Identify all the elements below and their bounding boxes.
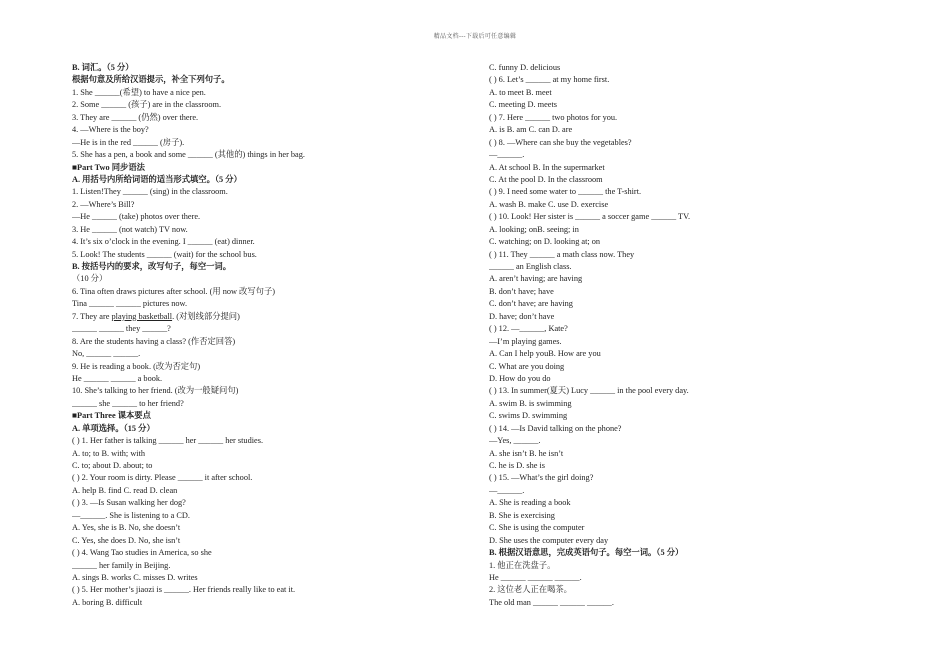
text-line: ______ ______ they ______? (72, 324, 171, 334)
text-line: A. help B. find C. read D. clean (72, 485, 178, 495)
text-line: C. to; about D. about; to (72, 461, 153, 470)
text-line: C. funny D. delicious (489, 63, 561, 72)
text-line: ______ her family in Beijing. (72, 560, 171, 570)
right-column (489, 62, 789, 609)
text-line: ( ) 4. Wang Tao studies in America, so she (72, 548, 212, 558)
text-line: A. she isn’t B. he isn’t (489, 448, 564, 458)
text-line: He ______ ______ a book. (72, 373, 163, 383)
text-line: ( ) 2. Your room is dirty. Please ______ it after school. (72, 473, 253, 483)
text-line: A. looking; onB. seeing; in (489, 224, 579, 234)
text-line: A. Yes, she is B. No, she doesn’t (72, 523, 181, 533)
section-heading: ■Part Two 同步语法 (72, 162, 145, 172)
text-line: 2. 这位老人正在喝茶。 (489, 585, 572, 595)
text-line: 3. He ______ (not watch) TV now. (72, 224, 188, 234)
text-line: ( ) 5. Her mother’s jiaozi is ______. Her friends really like to eat it. (72, 585, 296, 595)
text-line: ( ) 13. In summer(夏天) Lucy ______ in the pool every day. (489, 386, 689, 396)
section-heading: 根据句意及所给汉语提示，补全下列句子。 (72, 75, 230, 85)
text-line: The old man ______ ______ ______. (489, 597, 614, 607)
text-line: C. he is D. she is (489, 461, 546, 470)
text-line: C. At the pool D. In the classroom (489, 174, 603, 184)
text-line: A. swim B. is swimming (489, 398, 572, 408)
text-line: C. She is using the computer (489, 523, 585, 533)
section-heading: A. 用括号内所给词语的适当形式填空。（5 分） (72, 174, 242, 184)
section-heading: A. 单项选择。（15 分） (72, 423, 155, 433)
text-line: ( ) 3. —Is Susan walking her dog? (72, 498, 186, 508)
text-line: 5. Look! The students ______ (wait) for the school bus. (72, 249, 257, 259)
text-line: He ______ ______ ______. (489, 572, 582, 582)
text-line: C. Yes, she does D. No, she isn’t (72, 535, 181, 545)
text-line: —He is in the red ______ (房子). (72, 137, 185, 147)
text-line: A. to; to B. with; with (72, 448, 146, 458)
underlined-phrase: playing basketball (111, 311, 173, 321)
text-line: 8. Are the students having a class? (作否定回答) (72, 336, 236, 346)
text-line: 9. He is reading a book. (改为否定句) (72, 361, 201, 371)
text-line: —______. (489, 485, 525, 495)
text-line: ( ) 12. —______, Kate? (489, 324, 568, 334)
text-line: ( ) 9. I need some water to ______ the T-shirt. (489, 187, 642, 197)
text-line: —He ______ (take) photos over there. (72, 212, 201, 222)
text-line: 10. She’s talking to her friend. (改为一般疑问句) (72, 386, 239, 396)
text-line: ( ) 8. —Where can she buy the vegetables? (489, 137, 632, 147)
text-line: D. have; don’t have (489, 311, 555, 321)
text-line: Tina ______ ______ pictures now. (72, 299, 188, 309)
text-line: 3. They are ______ (仍然) over there. (72, 112, 199, 122)
text-line: A. aren’t having; are having (489, 274, 583, 284)
text-line: ( ) 6. Let’s ______ at my home first. (489, 75, 610, 85)
text-line: ( ) 15. —What’s the girl doing? (489, 473, 594, 483)
text-line: C. What are you doing (489, 361, 565, 371)
text-line: C. meeting D. meets (489, 100, 557, 110)
text-line: 4. It’s six o’clock in the evening. I ______ (eat) dinner. (72, 237, 255, 247)
text-line: 4. —Where is the boy? (72, 125, 149, 135)
left-column (72, 62, 372, 609)
text-span: . (对划线部分提问) (172, 311, 240, 321)
text-line: ______ she ______ to her friend? (72, 398, 184, 408)
text-line: —Yes, ______. (489, 436, 541, 446)
text-line: ( ) 11. They ______ a math class now. They (489, 249, 635, 259)
section-heading: B. 按括号内的要求，改写句子，每空一词。 (72, 262, 232, 271)
section-heading: B. 根据汉语意思，完成英语句子。每空一词。（5 分） (489, 548, 684, 558)
text-line: 1. Listen!They ______ (sing) in the classroom. (72, 187, 228, 197)
section-heading: ■Part Three 课本要点 (72, 411, 151, 421)
text-line: A. At school B. In the supermarket (489, 162, 605, 172)
text-line: D. She uses the computer every day (489, 535, 609, 545)
text-line: —______. She is listening to a CD. (72, 510, 190, 520)
text-line: A. boring B. difficult (72, 597, 143, 607)
text-span: 7. They are (72, 311, 112, 321)
text-line: 6. Tina often draws pictures after school. (用 now 改写句子) (72, 286, 276, 296)
text-line: ( ) 10. Look! Her sister is ______ a soccer game ______ TV. (489, 212, 691, 222)
text-line: —______. (489, 150, 525, 160)
text-line: 2. Some ______ (孩子) are in the classroom. (72, 100, 222, 110)
text-line: 5. She has a pen, a book and some ______ (其他的) things in her bag. (72, 150, 305, 160)
text-line: D. How do you do (489, 373, 551, 383)
text-line: ( ) 1. Her father is talking ______ her ______ her studies. (72, 436, 264, 446)
text-line: ______ an English class. (489, 262, 572, 271)
text-line: A. Can I help youB. How are you (489, 349, 601, 359)
text-line: A. is B. am C. can D. are (489, 125, 573, 135)
page-header: 精品文档---下载后可任意编辑 (433, 34, 517, 40)
text-line: C. watching; on D. looking at; on (489, 237, 601, 247)
text-line: —I’m playing games. (489, 336, 562, 346)
text-line: 1. She ______(希望) to have a nice pen. (72, 87, 206, 97)
text-line: ( ) 7. Here ______ two photos for you. (489, 112, 618, 122)
text-line: A. sings B. works C. misses D. writes (72, 572, 198, 582)
text-line: 1. 他正在洗盘子。 (489, 560, 556, 570)
text-line: C. don’t have; are having (489, 299, 573, 309)
text-line: B. don’t have; have (489, 286, 554, 296)
text-line: ( ) 14. —Is David talking on the phone? (489, 423, 622, 433)
section-heading: B. 词汇。（5 分） (72, 63, 134, 72)
text-line: 2. —Where’s Bill? (72, 199, 135, 209)
text-line: C. swims D. swimming (489, 411, 568, 421)
text-line: B. She is exercising (489, 510, 555, 520)
text-line: A. to meet B. meet (489, 87, 552, 97)
text-line: No, ______ ______. (72, 349, 141, 359)
text-line: （10 分） (72, 274, 108, 284)
text-line (72, 311, 372, 323)
text-line: A. wash B. make C. use D. exercise (489, 199, 609, 209)
text-line: A. She is reading a book (489, 498, 571, 508)
